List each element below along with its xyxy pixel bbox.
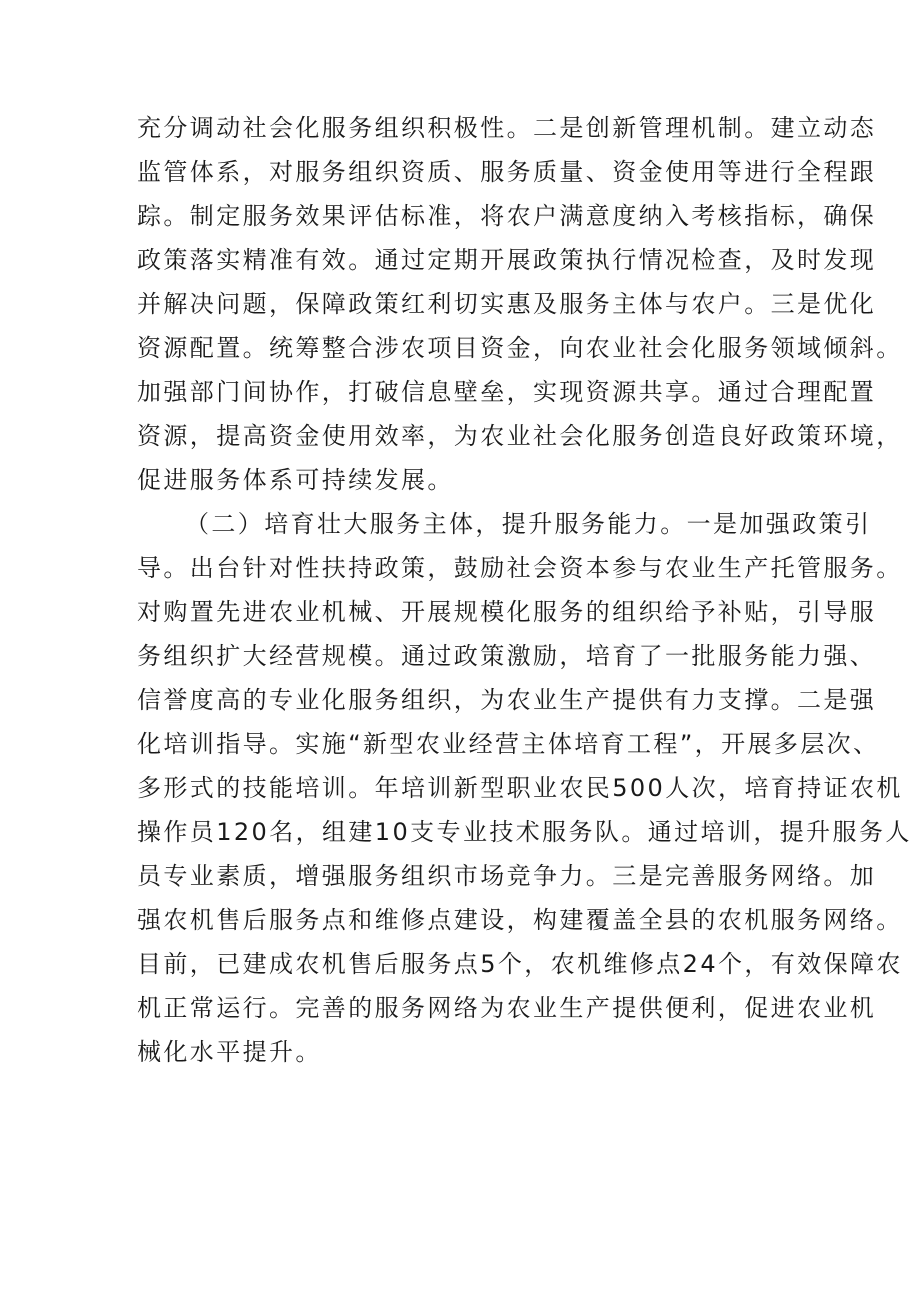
text-line: 强农机售后服务点和维修点建设，构建覆盖全县的农机服务网络。 [137,906,903,934]
text-line: 械化水平提升。 [137,1038,322,1066]
text-line: 导。出台针对性扶持政策，鼓励社会资本参与农业生产托管服务。 [137,554,903,582]
text-line: 多形式的技能培训。年培训新型职业农民500人次，培育持证农机 [137,774,903,802]
text-line: 监管体系，对服务组织资质、服务质量、资金使用等进行全程跟 [137,158,877,186]
text-line: 加强部门间协作，打破信息壁垒，实现资源共享。通过合理配置 [137,378,877,406]
section-heading-line: （二）培育壮大服务主体，提升服务能力。一是加强政策引 [185,510,872,538]
text-line: 政策落实精准有效。通过定期开展政策执行情况检查，及时发现 [137,246,877,274]
text-line: 信誉度高的专业化服务组织，为农业生产提供有力支撑。二是强 [137,686,877,714]
text-line: 化培训指导。实施“新型农业经营主体培育工程”，开展多层次、 [137,730,880,758]
text-line: 对购置先进农业机械、开展规模化服务的组织给予补贴，引导服 [137,598,877,626]
text-line: 资源配置。统筹整合涉农项目资金，向农业社会化服务领域倾斜。 [137,334,903,362]
text-line: 务组织扩大经营规模。通过政策激励，培育了一批服务能力强、 [137,642,877,670]
text-line: 目前，已建成农机售后服务点5个，农机维修点24个，有效保障农 [137,950,903,978]
text-line: 员专业素质，增强服务组织市场竞争力。三是完善服务网络。加 [137,862,877,890]
text-line: 并解决问题，保障政策红利切实惠及服务主体与农户。三是优化 [137,290,877,318]
text-line: 操作员120名，组建10支专业技术服务队。通过培训，提升服务人 [137,818,912,846]
text-line: 机正常运行。完善的服务网络为农业生产提供便利，促进农业机 [137,994,877,1022]
text-line: 促进服务体系可持续发展。 [137,466,454,494]
text-line: 踪。制定服务效果评估标准，将农户满意度纳入考核指标，确保 [137,202,877,230]
text-line: 资源，提高资金使用效率，为农业社会化服务创造良好政策环境， [137,422,903,450]
text-line: 充分调动社会化服务组织积极性。二是创新管理机制。建立动态 [137,114,877,142]
